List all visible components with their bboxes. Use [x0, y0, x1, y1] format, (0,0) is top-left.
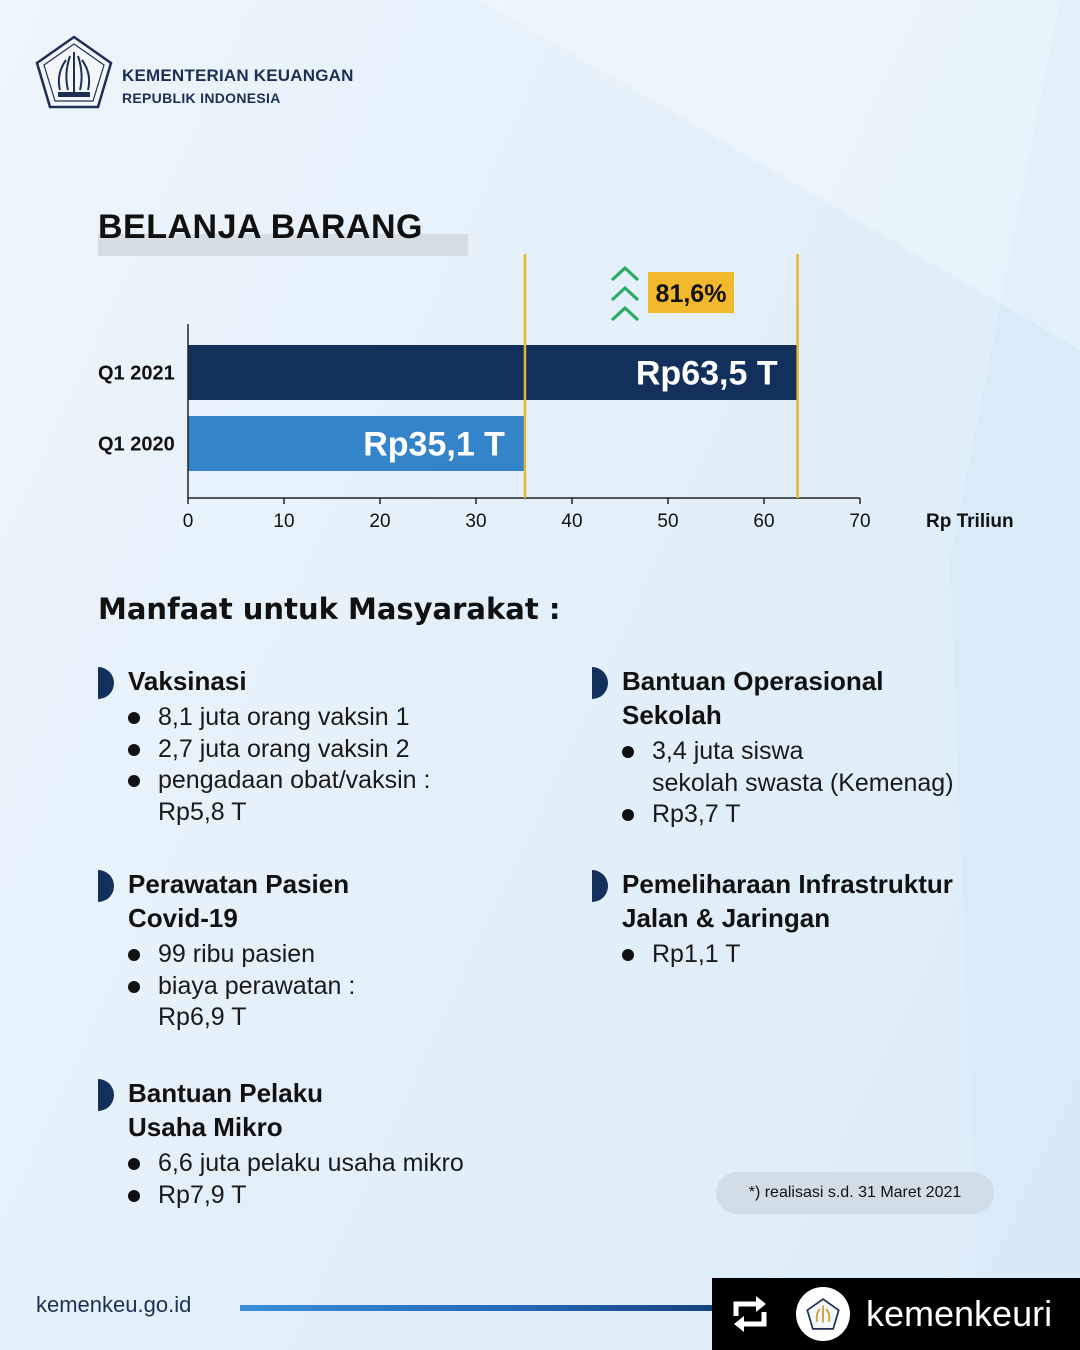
ministry-logo-icon: [34, 34, 114, 110]
benefit-bullets: [98, 1148, 464, 1211]
organization-name: [122, 66, 354, 106]
repost-username[interactable]: kemenkeuri: [866, 1293, 1053, 1334]
half-circle-bullet-icon: [98, 1079, 114, 1111]
list-item-text: Rp5,8 T: [158, 797, 247, 826]
growth-badge-label: 81,6%: [655, 280, 727, 308]
list-item-text: 6,6 juta pelaku usaha mikro: [158, 1149, 464, 1177]
list-item: [128, 765, 430, 828]
benefit-title-line: Vaksinasi: [128, 666, 247, 696]
benefit-title-line: Perawatan Pasien: [128, 869, 350, 899]
triple-chevron-up-icon: [612, 268, 638, 280]
list-item-text: 3,4 juta siswa: [652, 737, 804, 765]
benefit-bullets: [592, 736, 954, 831]
list-item-text: 2,7 juta orang vaksin 2: [158, 734, 410, 763]
x-tick-label: 0: [182, 511, 194, 532]
benefit-title: [592, 867, 953, 935]
x-tick-label: 20: [369, 511, 391, 532]
org-name-line1: KEMENTERIAN KEUANGAN: [122, 66, 354, 85]
list-item: [622, 736, 954, 799]
list-item-text: sekolah swasta (Kemenag): [652, 768, 954, 797]
list-item: [128, 702, 430, 734]
triple-chevron-up-icon: [612, 288, 638, 300]
org-name-line2: REPUBLIK INDONESIA: [122, 90, 281, 106]
list-item: [128, 1148, 464, 1180]
benefit-bullets: [98, 939, 355, 1034]
page-title: BELANJA BARANG: [98, 208, 423, 246]
list-item-text: Rp6,9 T: [158, 1003, 247, 1031]
benefit-item: [592, 867, 953, 971]
data-label: Rp35,1 T: [363, 425, 505, 464]
benefit-item: [98, 867, 355, 1034]
list-item-text: 99 ribu pasien: [158, 940, 316, 968]
repost-banner: [712, 1278, 1080, 1350]
data-label: Rp63,5 T: [635, 354, 778, 393]
avatar[interactable]: [796, 1287, 850, 1341]
list-item: [622, 799, 954, 831]
list-item: [622, 939, 953, 971]
benefit-title-line: Bantuan Operasional: [622, 666, 884, 696]
half-circle-bullet-icon: [592, 870, 608, 902]
x-tick-label: 60: [753, 511, 775, 532]
benefit-title-line: Covid-19: [128, 903, 238, 933]
benefit-title-line: Jalan & Jaringan: [622, 903, 831, 933]
x-tick-label: 10: [273, 511, 295, 532]
x-axis-label: Rp Triliun: [926, 511, 1014, 532]
list-item-text: pengadaan obat/vaksin :: [158, 766, 431, 794]
half-circle-bullet-icon: [98, 870, 114, 902]
list-item-text: Rp3,7 T: [652, 800, 741, 828]
benefit-bullets: [592, 939, 953, 971]
x-tick-label: 30: [465, 511, 487, 532]
benefit-title: [98, 664, 430, 698]
benefit-title-line: Sekolah: [622, 700, 722, 730]
benefits-section-title: Manfaat untuk Masyarakat :: [98, 592, 561, 626]
benefit-item: [98, 664, 430, 828]
footer-divider: [240, 1305, 720, 1311]
list-item-text: Rp1,1 T: [652, 940, 741, 968]
bar-chart: [0, 240, 1080, 540]
benefit-title-line: Usaha Mikro: [128, 1112, 283, 1142]
category-label: Q1 2020: [98, 433, 175, 456]
website-link[interactable]: kemenkeu.go.id: [36, 1292, 192, 1317]
benefit-title-line: Pemeliharaan Infrastruktur: [622, 869, 953, 899]
list-item: [128, 971, 355, 1034]
list-item: [128, 939, 355, 971]
ministry-logo-small-icon: [806, 1297, 840, 1331]
x-tick-label: 40: [561, 511, 583, 532]
benefit-item: [98, 1076, 464, 1211]
list-item: [128, 1180, 464, 1212]
repost-icon[interactable]: [728, 1294, 772, 1334]
list-item-text: 8,1 juta orang vaksin 1: [158, 703, 410, 731]
x-tick-label: 50: [657, 511, 679, 532]
benefit-title: [98, 1076, 464, 1144]
footnote: *) realisasi s.d. 31 Maret 2021: [716, 1172, 994, 1214]
x-tick-label: 70: [849, 511, 871, 532]
list-item-text: Rp7,9 T: [158, 1180, 247, 1209]
list-item: [128, 734, 430, 766]
benefit-title: [592, 664, 954, 732]
triple-chevron-up-icon: [612, 308, 638, 320]
benefit-title-line: Bantuan Pelaku: [128, 1078, 324, 1108]
benefit-item: [592, 664, 954, 831]
benefit-bullets: [98, 702, 430, 828]
category-label: Q1 2021: [98, 362, 175, 385]
half-circle-bullet-icon: [98, 667, 114, 699]
benefit-title: [98, 867, 355, 935]
list-item-text: biaya perawatan :: [158, 971, 356, 1000]
half-circle-bullet-icon: [592, 667, 608, 699]
